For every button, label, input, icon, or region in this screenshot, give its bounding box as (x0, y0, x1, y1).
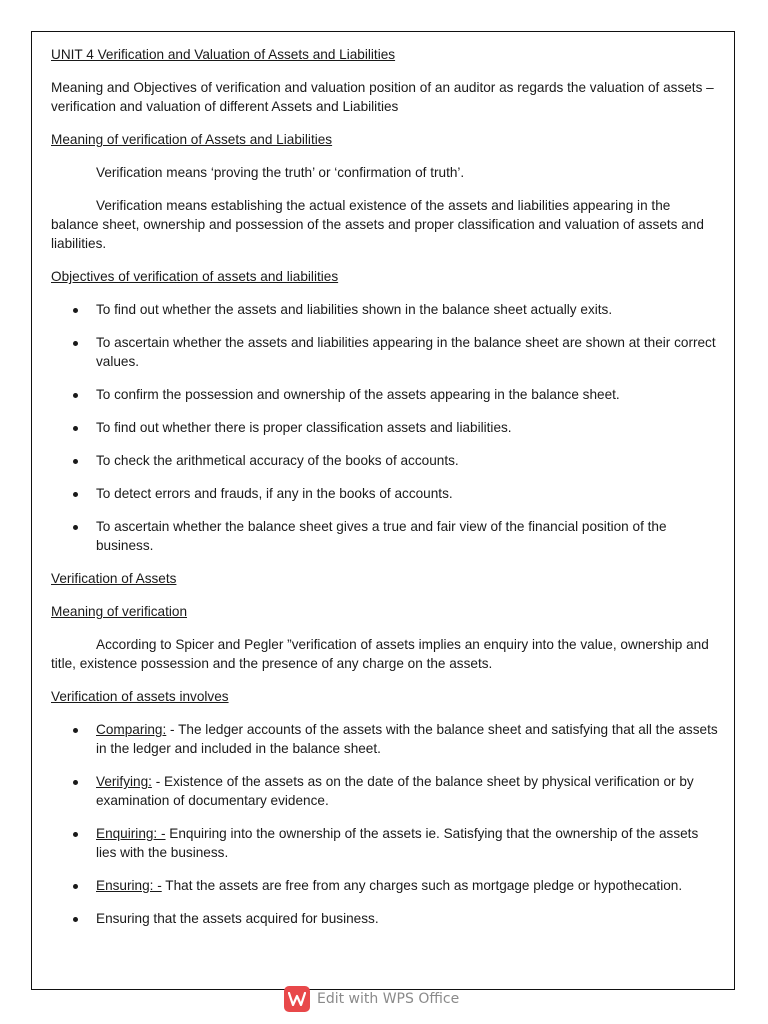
bullet-icon (73, 426, 78, 431)
objective-text: To confirm the possession and ownership of the assets appearing in the balance sheet. (96, 387, 620, 402)
bullet-icon (73, 459, 78, 464)
objective-text: To ascertain whether the assets and liabilities appearing in the balance sheet are shown at their correct values. (96, 335, 716, 369)
term-text: - Existence of the assets as on the date of the balance sheet by physical verification or by examination of documentary evidence. (96, 774, 694, 808)
term-label: Comparing: (96, 722, 167, 737)
list-item (51, 484, 719, 503)
list-item (51, 772, 719, 810)
list-item (51, 824, 719, 862)
objectives-list (51, 300, 719, 555)
list-item (51, 720, 719, 758)
term-label: Verifying: (96, 774, 152, 789)
bullet-icon (73, 780, 78, 785)
bullet-icon (73, 393, 78, 398)
bullet-icon (73, 884, 78, 889)
list-item (51, 300, 719, 319)
list-item (51, 418, 719, 437)
list-item (51, 333, 719, 371)
bullet-icon (73, 525, 78, 530)
involves-heading: Verification of assets involves (51, 689, 229, 704)
meaning-heading: Meaning of verification of Assets and Liabilities (51, 132, 333, 147)
objective-text: To find out whether the assets and liabilities shown in the balance sheet actually exits. (96, 302, 613, 317)
document-body (51, 45, 719, 942)
term-label: Enquiring: - (96, 826, 166, 841)
term-label: Ensuring: - (96, 878, 162, 893)
wps-edit-label[interactable]: Edit with WPS Office (317, 991, 460, 1007)
term-text: Enquiring into the ownership of the assets ie. Satisfying that the ownership of the assets lies with the business. (96, 826, 699, 860)
wps-w-icon (288, 992, 306, 1006)
objective-text: To ascertain whether the balance sheet gives a true and fair view of the financial position of the business. (96, 519, 667, 553)
objective-text: To detect errors and frauds, if any in the books of accounts. (96, 486, 453, 501)
bullet-icon (73, 832, 78, 837)
verification-assets-heading: Verification of Assets (51, 571, 177, 586)
bullet-icon (73, 728, 78, 733)
list-item (51, 909, 719, 928)
meaning-para-1: Verification means ‘proving the truth’ or ‘confirmation of truth’. (96, 165, 465, 180)
objective-text: To find out whether there is proper classification assets and liabilities. (96, 420, 512, 435)
term-text: That the assets are free from any charges such as mortgage pledge or hypothecation. (161, 878, 683, 893)
wps-logo-icon (284, 986, 310, 1012)
meaning-para-2: Verification means establishing the actual existence of the assets and liabilities appearing in the balance sheet, ownership and possession of the assets and proper classification and valuation of assets and liabilities. (51, 198, 704, 251)
intro-paragraph: Meaning and Objectives of verification and valuation position of an auditor as regards the valuation of assets – verification and valuation of different Assets and Liabilities (51, 80, 714, 114)
bullet-icon (73, 341, 78, 346)
list-item (51, 385, 719, 404)
bullet-icon (73, 492, 78, 497)
list-item (51, 517, 719, 555)
document-title: UNIT 4 Verification and Valuation of Assets and Liabilities (51, 47, 396, 62)
meaning-verification-heading: Meaning of verification (51, 604, 188, 619)
spicer-pegler-paragraph: According to Spicer and Pegler ”verification of assets implies an enquiry into the value, ownership and title, existence possession and the presence of any charge on the assets. (51, 637, 709, 671)
wps-edit-badge[interactable] (284, 986, 459, 1012)
objective-text: To check the arithmetical accuracy of the books of accounts. (96, 453, 459, 468)
bullet-icon (73, 308, 78, 313)
objectives-heading: Objectives of verification of assets and liabilities (51, 269, 339, 284)
term-text: Ensuring that the assets acquired for business. (96, 911, 379, 926)
list-item (51, 451, 719, 470)
term-text: - The ledger accounts of the assets with the balance sheet and satisfying that all the assets in the ledger and included in the balance sheet. (96, 722, 718, 756)
involves-list (51, 720, 719, 928)
list-item (51, 876, 719, 895)
bullet-icon (73, 917, 78, 922)
